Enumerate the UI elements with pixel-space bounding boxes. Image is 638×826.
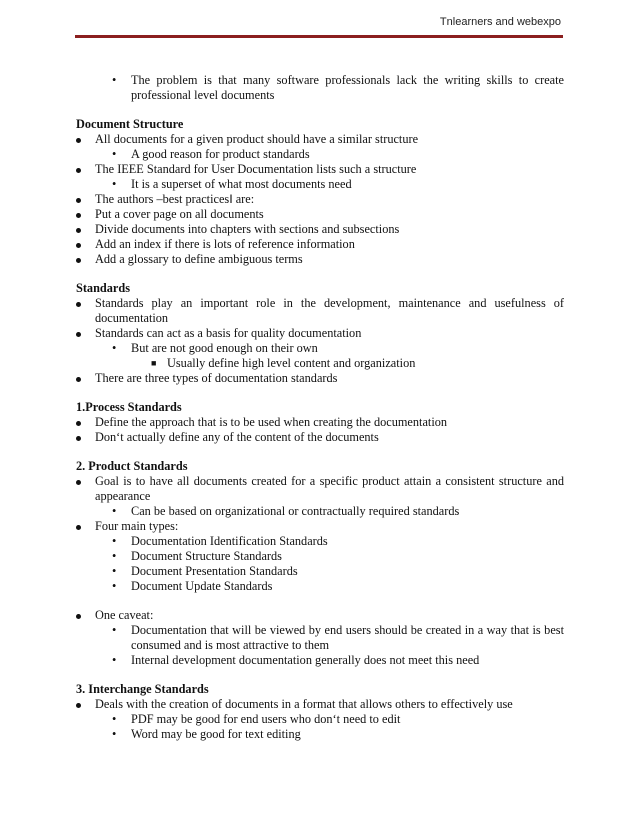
sub-bullet-item <box>76 341 564 356</box>
document-body <box>76 73 564 742</box>
bullet-text: Can be based on organizational or contractually required standards <box>131 504 460 518</box>
section-heading: Standards <box>76 281 130 295</box>
sub-bullet-item <box>76 727 564 742</box>
bullet-dot-icon <box>76 474 81 489</box>
dot-glyph <box>76 243 81 248</box>
dot-glyph <box>76 377 81 382</box>
sub-sub-bullet-item <box>76 356 564 371</box>
bullet-dot-icon <box>76 296 81 311</box>
spacer <box>76 386 564 400</box>
bullet-dot-icon <box>76 697 81 712</box>
bullet-small-icon: • <box>112 177 117 191</box>
bullet-item <box>76 326 564 341</box>
dot-glyph <box>76 436 81 441</box>
bullet-small-icon: • <box>112 623 117 637</box>
sub-bullet-item <box>76 653 564 668</box>
bullet-item <box>76 474 564 504</box>
dot-glyph <box>76 525 81 530</box>
section-heading: 2. Product Standards <box>76 459 188 473</box>
bullet-text: But are not good enough on their own <box>131 341 318 355</box>
sub-bullet-item <box>76 564 564 579</box>
section-heading: Document Structure <box>76 117 184 131</box>
bullet-dot-icon <box>76 371 81 386</box>
bullet-item <box>76 519 564 534</box>
dot-glyph <box>76 228 81 233</box>
bullet-item <box>76 296 564 326</box>
bullet-text: Documentation Identification Standards <box>131 534 328 548</box>
dot-glyph <box>76 421 81 426</box>
bullet-small-icon: • <box>112 504 117 518</box>
bullet-item <box>76 132 564 147</box>
dot-glyph <box>76 480 81 485</box>
dot-glyph <box>76 168 81 173</box>
bullet-dot-icon <box>76 162 81 177</box>
section-heading: 1.Process Standards <box>76 400 182 414</box>
bullet-item <box>76 162 564 177</box>
bullet-dot-icon <box>76 207 81 222</box>
bullet-text: The authors –best practices‖ are: <box>95 192 255 206</box>
bullet-item <box>76 430 564 445</box>
bullet-text: Deals with the creation of documents in a format that allows others to effectively use <box>95 697 513 711</box>
bullet-dot-icon <box>76 252 81 267</box>
sub-bullet-item <box>76 73 564 103</box>
dot-glyph <box>76 213 81 218</box>
spacer <box>76 103 564 117</box>
bullet-text: Document Presentation Standards <box>131 564 298 578</box>
bullet-dot-icon <box>76 192 81 207</box>
bullet-small-icon: • <box>112 653 117 667</box>
bullet-small-icon: • <box>112 579 117 593</box>
bullet-dot-icon <box>76 430 81 445</box>
bullet-text: The problem is that many software professionals lack the writing skills to create professional level documents <box>131 73 564 102</box>
bullet-item <box>76 222 564 237</box>
bullet-text: Don‘t actually define any of the content of the documents <box>95 430 379 444</box>
bullet-dot-icon <box>76 519 81 534</box>
bullet-text: Usually define high level content and organization <box>167 356 416 370</box>
bullet-dot-icon <box>76 326 81 341</box>
bullet-text: Document Update Standards <box>131 579 273 593</box>
bullet-text: Add a glossary to define ambiguous terms <box>95 252 303 266</box>
bullet-small-icon: • <box>112 712 117 726</box>
dot-glyph <box>76 332 81 337</box>
bullet-text: Add an index if there is lots of reference information <box>95 237 355 251</box>
bullet-item <box>76 371 564 386</box>
bullet-text: There are three types of documentation standards <box>95 371 338 385</box>
bullet-text: Word may be good for text editing <box>131 727 301 741</box>
section-heading: 3. Interchange Standards <box>76 682 209 696</box>
bullet-text: Standards play an important role in the development, maintenance and usefulness of documentation <box>95 296 564 325</box>
page-header-title: Tnlearners and webexpo <box>439 16 561 28</box>
bullet-item <box>76 415 564 430</box>
spacer <box>76 668 564 682</box>
bullet-square-icon: ■ <box>151 358 157 368</box>
bullet-item <box>76 207 564 222</box>
dot-glyph <box>76 302 81 307</box>
dot-glyph <box>76 614 81 619</box>
dot-glyph <box>76 258 81 263</box>
spacer <box>76 445 564 459</box>
bullet-item <box>76 192 564 207</box>
bullet-dot-icon <box>76 237 81 252</box>
sub-bullet-item <box>76 579 564 594</box>
sub-bullet-item <box>76 504 564 519</box>
sub-bullet-item <box>76 534 564 549</box>
bullet-text: Internal development documentation generally does not meet this need <box>131 653 480 667</box>
bullet-text: PDF may be good for end users who don‘t need to edit <box>131 712 401 726</box>
dot-glyph <box>76 703 81 708</box>
bullet-small-icon: • <box>112 73 117 87</box>
sub-bullet-item <box>76 712 564 727</box>
bullet-small-icon: • <box>112 341 117 355</box>
bullet-small-icon: • <box>112 147 117 161</box>
bullet-text: All documents for a given product should have a similar structure <box>95 132 419 146</box>
bullet-text: Four main types: <box>95 519 179 533</box>
dot-glyph <box>76 138 81 143</box>
sub-bullet-item <box>76 177 564 192</box>
bullet-small-icon: • <box>112 534 117 548</box>
bullet-text: Divide documents into chapters with sections and subsections <box>95 222 400 236</box>
bullet-text: Goal is to have all documents created for a specific product attain a consistent structure and appearance <box>95 474 564 503</box>
sub-bullet-item <box>76 147 564 162</box>
bullet-item <box>76 697 564 712</box>
spacer <box>76 267 564 281</box>
bullet-text: Standards can act as a basis for quality documentation <box>95 326 362 340</box>
bullet-dot-icon <box>76 608 81 623</box>
bullet-text: It is a superset of what most documents need <box>131 177 352 191</box>
sub-bullet-item <box>76 623 564 653</box>
bullet-text: One caveat: <box>95 608 154 622</box>
sub-bullet-item <box>76 549 564 564</box>
bullet-dot-icon <box>76 222 81 237</box>
bullet-small-icon: • <box>112 564 117 578</box>
bullet-text: A good reason for product standards <box>131 147 310 161</box>
bullet-dot-icon <box>76 132 81 147</box>
bullet-small-icon: • <box>112 727 117 741</box>
bullet-small-icon: • <box>112 549 117 563</box>
bullet-item <box>76 237 564 252</box>
header-rule <box>75 35 563 38</box>
spacer <box>76 594 564 608</box>
bullet-item <box>76 608 564 623</box>
bullet-text: The IEEE Standard for User Documentation lists such a structure <box>95 162 417 176</box>
bullet-text: Put a cover page on all documents <box>95 207 264 221</box>
bullet-dot-icon <box>76 415 81 430</box>
dot-glyph <box>76 198 81 203</box>
bullet-text: Document Structure Standards <box>131 549 282 563</box>
bullet-item <box>76 252 564 267</box>
bullet-text: Define the approach that is to be used when creating the documentation <box>95 415 448 429</box>
bullet-text: Documentation that will be viewed by end users should be created in a way that is best consumed and is most attractive to them <box>131 623 564 652</box>
